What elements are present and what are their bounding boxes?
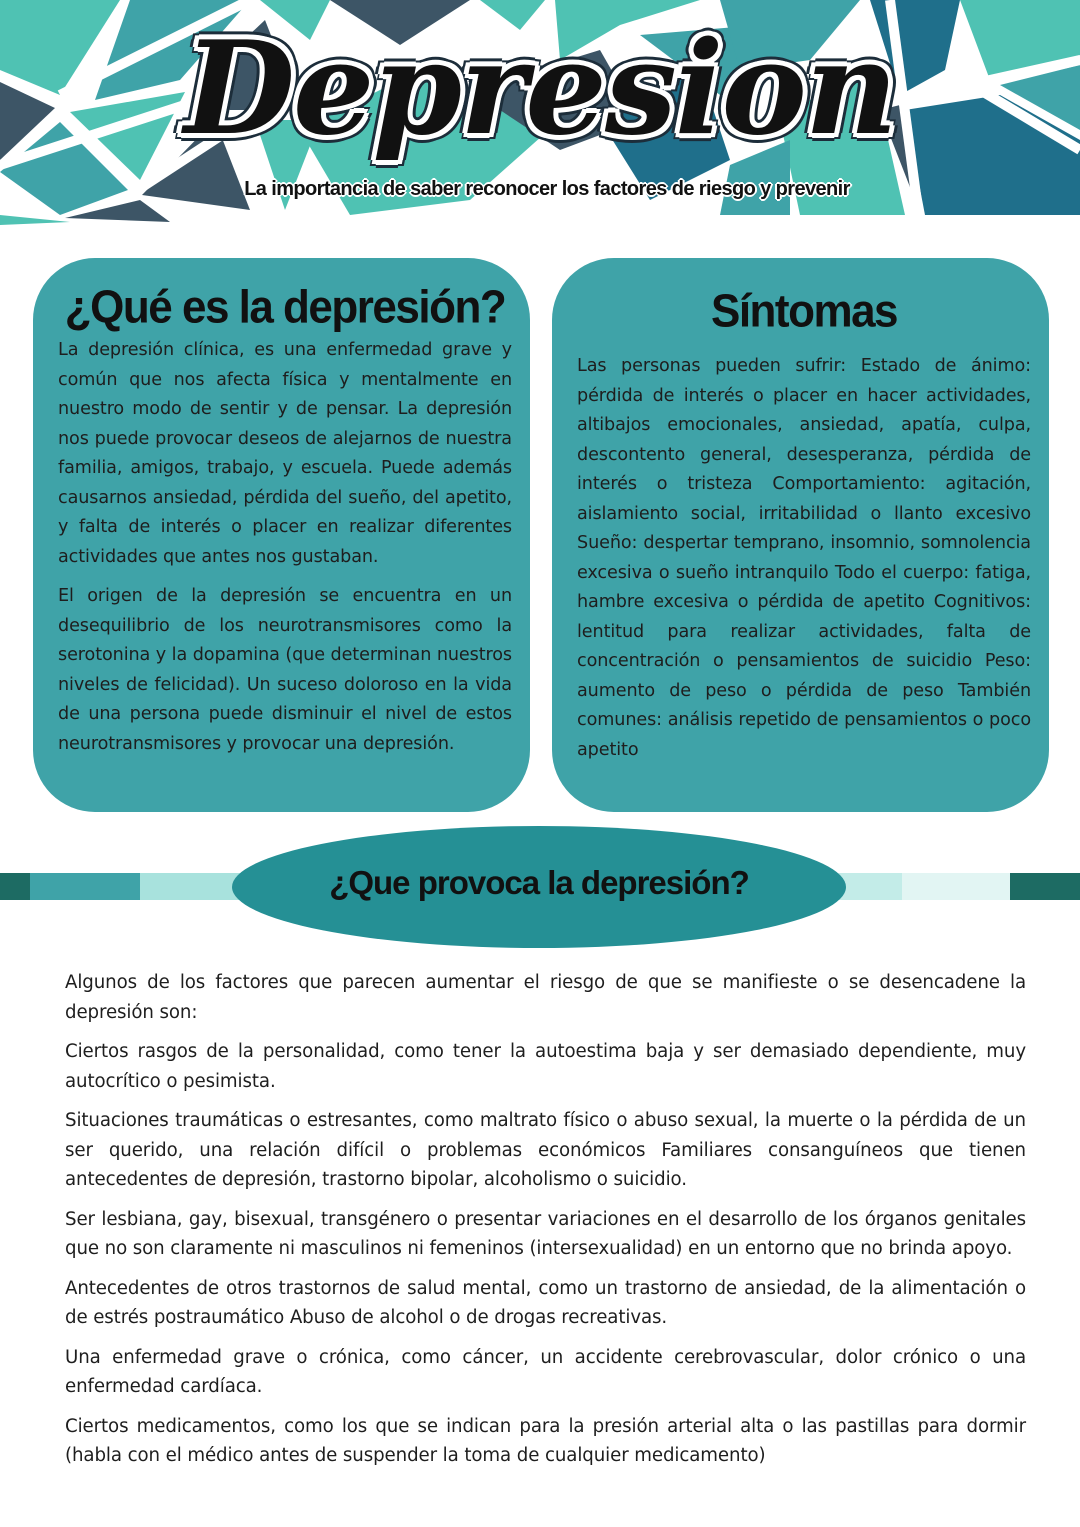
causes-paragraph: Ciertos medicamentos, como los que se indican para la presión arterial alta o las pastillas para dormir (habla con el médico antes de suspender la toma de cualquier medicamento) [65,1415,1026,1466]
symptoms-text: Las personas pueden sufrir: Estado de ánimo: pérdida de interés o placer en hacer actividades, altibajos emocionales, ansiedad, apatía, culpa, descontento general, desesperanza, pérdida de interés o tristeza Comportamiento: agitación, aislamiento social, irritabilidad o llanto excesivo Sueño: despertar temprano, insomnio, somnolencia excesiva o sueño intranquilo Todo el cuerpo: fatiga, hambre excesiva o pérdida de apetito Cognitivos: lentitud para realizar actividades, falta de concentración o pensamientos de suicidio Peso: aumento de peso o pérdida de peso También comunes: análisis repetido de pensamientos o poco apetito [577,356,1031,760]
causes-paragraph: Algunos de los factores que parecen aumentar el riesgo de que se manifieste o se desencadene la depresión son: [65,972,1026,1023]
page-title: Depresion [184,14,896,164]
header-banner [0,0,1080,225]
symptoms-card [552,258,1049,812]
causes-paragraph: Ser lesbiana, gay, bisexual, transgénero o presentar variaciones en el desarrollo de los órganos genitales que no son claramente ni masculinos ni femeninos (intersexualidad) en un entorno que no brinda apoyo. [65,1208,1026,1259]
causes-paragraph: Antecedentes de otros trastornos de salud mental, como un trastorno de ansiedad, de la alimentación o de estrés postraumático Abuso de alcohol o de drogas recreativas. [65,1277,1026,1328]
causes-paragraph: Ciertos rasgos de la personalidad, como tener la autoestima baja y ser demasiado dependiente, muy autocrítico o pesimista. [65,1041,1026,1092]
page-subtitle: La importancia de saber reconocer los factores de riesgo y prevenir [244,178,850,200]
what-is-depression-card [33,258,530,812]
causes-section [65,968,1026,1481]
causes-paragraph: Una enfermedad grave o crónica, como cáncer, un accidente cerebrovascular, dolor crónico o una enfermedad cardíaca. [65,1346,1026,1397]
what-is-depression-title: ¿Qué es la depresión? [64,281,506,334]
symptoms-title: Síntomas [710,285,898,338]
causes-paragraph: Situaciones traumáticas o estresantes, como maltrato físico o abuso sexual, la muerte o la pérdida de un ser querido, una relación difícil o problemas económicos Familiares consanguíneos que tienen antecedentes de depresión, trastorno bipolar, alcoholismo o suicidio. [65,1110,1026,1190]
causes-title: ¿Que provoca la depresión? [329,864,749,901]
what-is-paragraph: El origen de la depresión se encuentra en un desequilibrio de los neurotransmisores como la serotonina y la dopamina (que determinan nuestros niveles de felicidad). Un suceso doloroso en la vida de una persona puede disminuir el nivel de estos neurotransmisores y provocar una depresión. [58,586,512,754]
what-is-paragraph: La depresión clínica, es una enfermedad grave y común que nos afecta física y mentalmente en nuestro modo de sentir y de pensar. La depresión nos puede provocar deseos de alejarnos de nuestra familia, amigos, trabajo, y escuela. Puede además causarnos ansiedad, pérdida del sueño, del apetito, y falta de interés o placer en realizar diferentes actividades que antes nos gustaban. [58,340,512,567]
